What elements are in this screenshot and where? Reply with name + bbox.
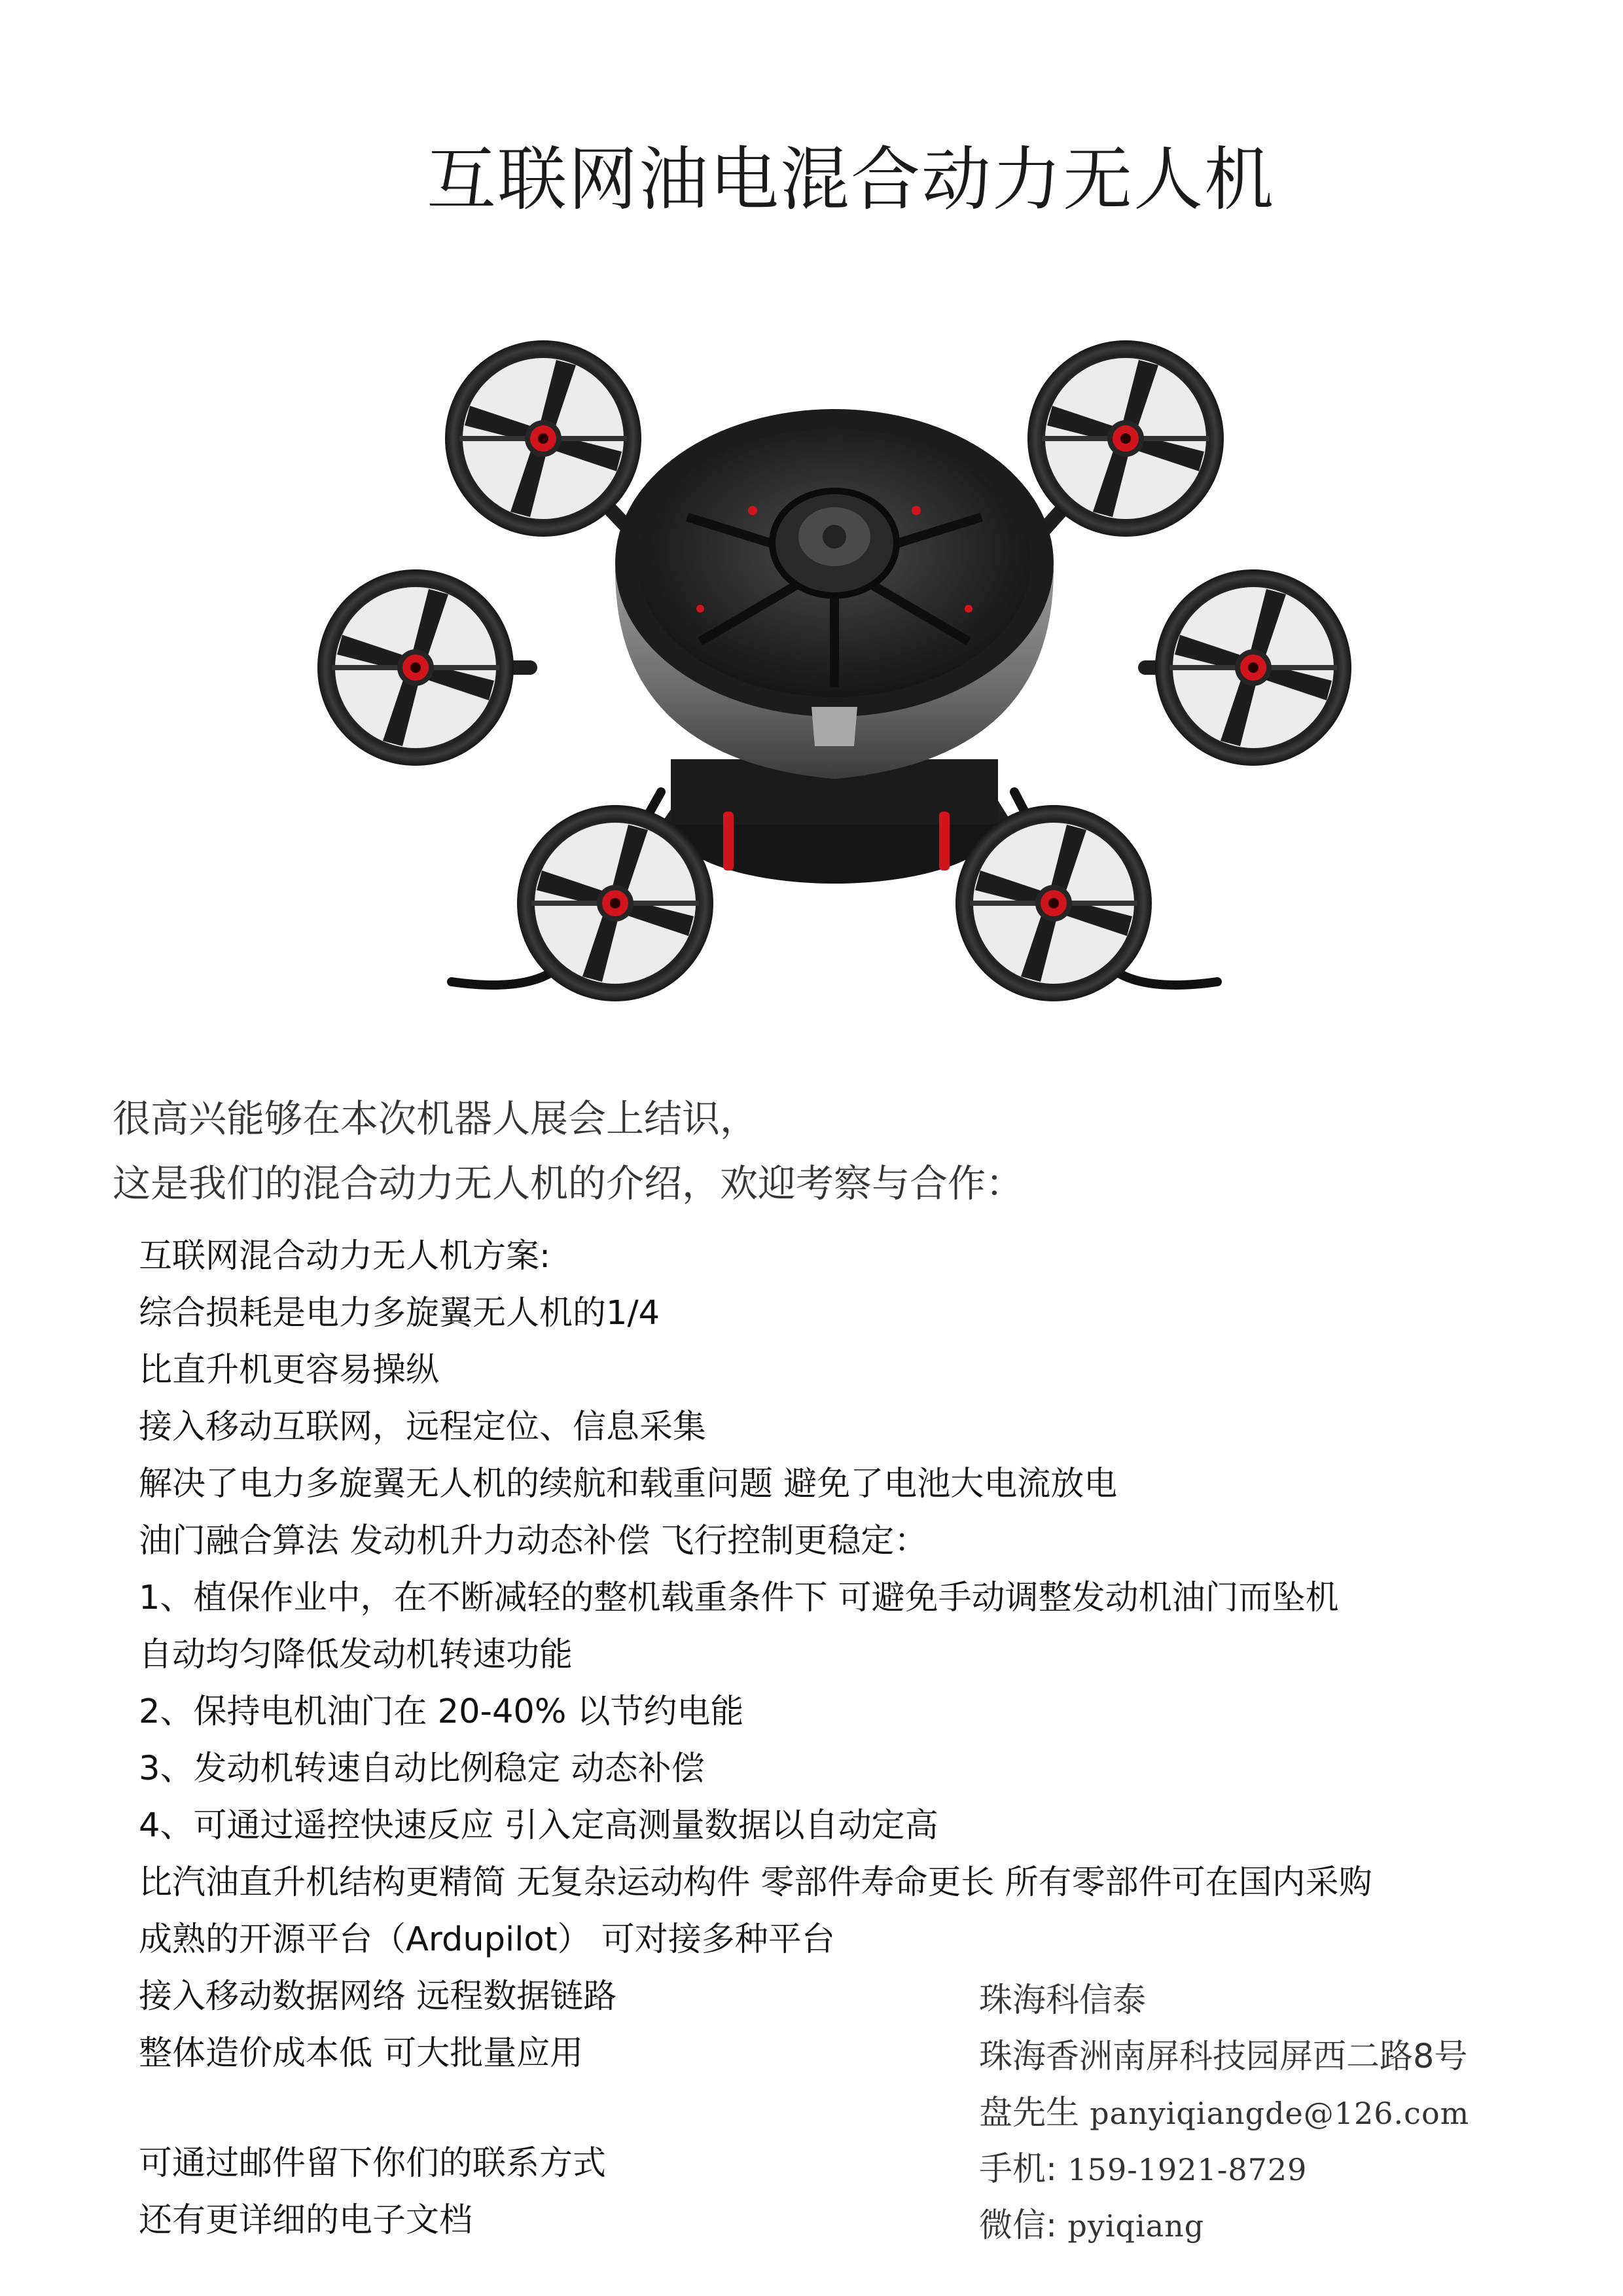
plan-line: 1、植保作业中，在不断减轻的整机载重条件下 可避免手动调整发动机油门而坠机 [139, 1579, 1339, 1617]
wechat-label: 微信: [979, 2206, 1058, 2245]
drone-image [294, 301, 1374, 1034]
plan-line: 4、可通过遥控快速反应 引入定高测量数据以自动定高 [139, 1806, 938, 1845]
plan-line: 比汽油直升机结构更精简 无复杂运动构件 零部件寿命更长 所有零部件可在国内采购 [139, 1863, 1372, 1902]
plan-line: 接入移动互联网，远程定位、信息采集 [139, 1408, 707, 1446]
company-info [979, 1973, 1469, 2254]
intro-line-1: 很高兴能够在本次机器人展会上结识， [113, 1096, 758, 1141]
company-address: 珠海香洲南屏科技园屏西二路8号 [979, 2037, 1468, 2076]
phone-number: 159-1921-8729 [1067, 2152, 1308, 2187]
contact-request [139, 2135, 606, 2249]
plan-list [139, 1228, 1372, 2082]
contact-person: 盘先生 [979, 2094, 1080, 2132]
phone-row [979, 2142, 1469, 2198]
plan-line: 油门融合算法 发动机升力动态补偿 飞行控制更稳定： [139, 1522, 928, 1560]
plan-line: 比直升机更容易操纵 [139, 1351, 440, 1390]
plan-line: 互联网混合动力无人机方案: [139, 1237, 551, 1276]
contact-person-row [979, 2085, 1469, 2142]
intro-line-2: 这是我们的混合动力无人机的介绍，欢迎考察与合作： [113, 1161, 1024, 1206]
plan-line: 综合损耗是电力多旋翼无人机的1/4 [139, 1294, 660, 1333]
plan-line: 成熟的开源平台（Ardupilot） 可对接多种平台 [139, 1920, 835, 1959]
plan-line: 整体造价成本低 可大批量应用 [139, 2034, 584, 2073]
plan-line: 自动均匀降低发动机转速功能 [139, 1636, 573, 1674]
company-name: 珠海科信泰 [979, 1981, 1147, 2020]
plan-line: 接入移动数据网络 远程数据链路 [139, 1977, 617, 2016]
email-link[interactable]: panyiqiangde@126.com [1090, 2096, 1470, 2131]
wechat-row [979, 2198, 1469, 2254]
contact-request-line-1: 可通过邮件留下你们的联系方式 [139, 2144, 607, 2183]
intro-text [113, 1086, 1024, 1216]
wechat-id: pyiqiang [1067, 2208, 1205, 2244]
contact-request-line-2: 还有更详细的电子文档 [139, 2201, 473, 2240]
page-title: 互联网油电混合动力无人机 [427, 139, 1275, 220]
phone-label: 手机: [979, 2150, 1058, 2189]
plan-line: 3、发动机转速自动比例稳定 动态补偿 [139, 1749, 705, 1788]
plan-line: 解决了电力多旋翼无人机的续航和载重问题 避免了电池大电流放电 [139, 1465, 1118, 1503]
plan-line: 2、保持电机油门在 20-40% 以节约电能 [139, 1693, 744, 1731]
